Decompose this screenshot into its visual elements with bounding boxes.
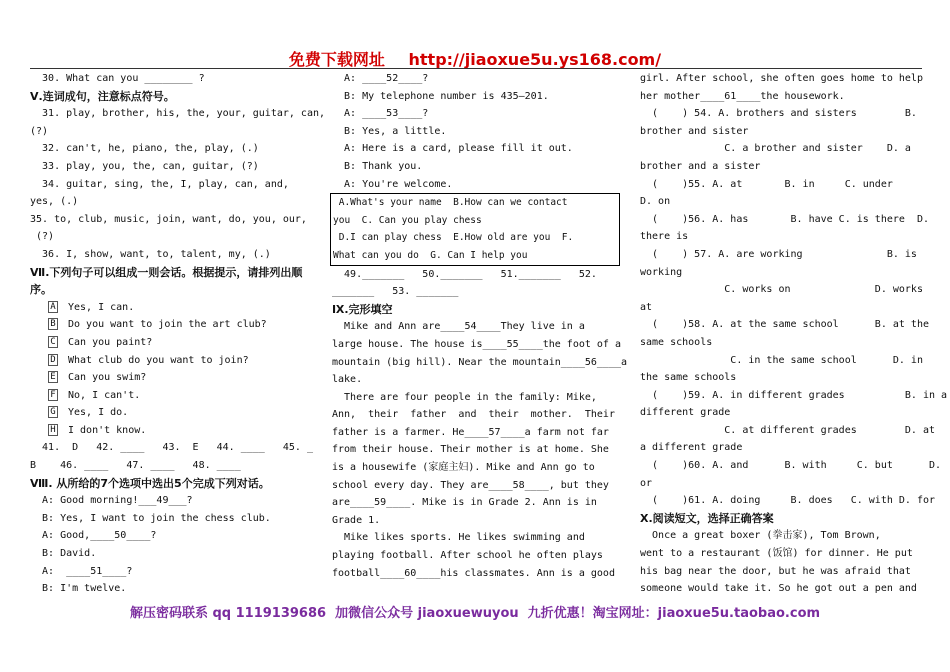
text-line: ( )56. A. has B. have C. is there D. [640,213,929,225]
text-line: ( )55. A. at B. in C. under [640,178,893,190]
section-heading: Ⅶ.下列句子可以组成一则会话。根据提示，请排列出顺 [30,265,303,279]
header-label: 免费下载网址 [288,50,385,69]
text-line: ( ) 57. A. are working B. is [640,248,917,260]
text-line: ( )59. A. in different grades B. in a [640,389,948,401]
text-line: father is a farmer. He____57____a farm not far [332,426,609,438]
section-heading: Ⅹ.阅读短文，选择正确答案 [640,511,774,525]
text-line: ( )60. A. and B. with C. but D. [640,460,942,472]
text-line: school every day. They are____58____, but they [332,479,609,491]
text-line: Mike likes sports. He likes swimming and [332,532,585,544]
text-line: or [640,477,653,489]
text-line: working [640,266,683,278]
option-letter: D [48,354,58,366]
dialogue-option [30,369,310,387]
text-line: A: ____53____? [332,108,429,120]
text-line: A: Here is a card, please fill it out. [332,143,573,155]
text-line: C. a brother and sister D. a [640,143,911,155]
page-footer: 解压密码联系 qq 1119139686 加微信公众号 jiaoxuewuyou 九折优惠！淘宝网址：jiaoxue5u.taobao.com [129,606,821,621]
text-line: at [640,301,653,313]
text-line: the same schools [640,372,737,384]
header-rule [30,68,922,69]
dialogue-option [30,422,310,440]
dialogue-option [30,352,310,370]
text-line: brother and sister [640,125,749,137]
text-line: 33. play, you, the, can, guitar, (?) [30,160,259,172]
option-letter: A [48,301,58,313]
page-header [0,47,950,70]
text-line: (?) [30,125,49,137]
option-text: Yes, I can. [68,301,135,313]
option-text: Yes, I do. [68,407,129,419]
box-line: you C. Can you play chess [333,214,482,226]
text-line: lake. [332,374,363,386]
text-line: Mike and Ann are____54____They live in a [332,321,585,333]
option-text: No, I can't. [68,389,141,401]
box-line: D.I can play chess E.How old are you F. [333,232,574,244]
text-line: B: Yes, I want to join the chess club. [30,512,271,524]
options-box [330,193,620,265]
text-line: (?) [30,231,55,243]
text-line: 41. D 42. ____ 43. E 44. ____ 45. _ [30,442,313,454]
text-line: there is [640,231,689,243]
option-letter: B [48,318,58,330]
text-line: A: ____52____? [332,73,429,84]
section-heading: Ⅸ.完形填空 [332,302,393,316]
text-line: There are four people in the family: Mike, [332,391,597,403]
section-heading: Ⅷ. 从所给的7个选项中选出5个完成下列对话。 [30,476,270,490]
text-line: _______ 53. _______ [332,286,459,298]
text-line: girl. After school, she often goes home to help [640,73,923,84]
option-letter: C [48,336,58,348]
box-line: A.What's your name B.How can we contact [333,197,568,209]
text-line: playing football. After school he often plays [332,550,603,562]
text-line: same schools [640,336,713,348]
text-line: A: Good morning!___49___? [30,495,193,507]
text-line: 31. play, brother, his, the, your, guitar, can, [30,108,326,120]
column-3 [640,70,948,598]
dialogue-option [30,334,310,352]
text-line: went to a restaurant (饭馆) for dinner. He put [640,548,913,560]
text-line: from their house. Their mother is at home. She [332,444,609,456]
text-line: C. works on D. works [640,284,923,296]
header-url[interactable]: http://jiaoxue5u.ys168.com/ [408,50,662,69]
text-line: brother and a sister [640,160,761,172]
text-line: ( )61. A. doing B. does C. with D. for [640,495,936,507]
text-line: Grade 1. [332,514,381,526]
text-line: 35. to, club, music, join, want, do, you, our, [30,213,307,225]
text-line: her mother____61____the housework. [640,90,845,102]
text-line: B: Yes, a little. [332,125,447,137]
dialogue-option [30,387,310,405]
text-line: D. on [640,196,671,208]
dialogue-option [30,299,310,317]
text-line: 49._______ 50._______ 51._______ 52. [332,268,597,280]
text-line: football____60____his classmates. Ann is a good [332,567,615,579]
text-line: B: I'm twelve. [30,583,127,595]
text-line: C. in the same school D. in [640,354,923,366]
text-line: someone would take it. So he got out a pen and [640,583,917,595]
text-line: A: You're welcome. [332,178,453,190]
text-line: 32. can't, he, piano, the, play, (.) [30,143,259,155]
option-letter: H [48,424,58,436]
option-text: Do you want to join the art club? [68,319,267,331]
text-line: his bag near the door, but he was afraid that [640,565,911,577]
text-line: A: ____51____? [30,565,133,577]
option-text: What club do you want to join? [68,354,249,366]
text-line: A: Good,____50____? [30,530,157,542]
option-text: Can you paint? [68,336,153,348]
option-letter: E [48,371,58,383]
text-line: are____59____. Mike is in Grade 2. Ann is in [332,497,597,509]
text-line: yes, (.) [30,196,79,208]
option-text: Can you swim? [68,372,147,384]
text-line: B: Thank you. [332,160,423,172]
text-line: B 46. ____ 47. ____ 48. ____ [30,460,241,472]
option-text: I don't know. [68,424,147,436]
text-line: ( )58. A. at the same school B. at the [640,319,929,331]
text-line: different grade [640,407,731,419]
text-line: B: My telephone number is 435—201. [332,90,549,102]
text-line: is a housewife (家庭主妇). Mike and Ann go to [332,462,595,474]
section-heading: Ⅴ.连词成句，注意标点符号。 [30,89,175,103]
text-line: C. at different grades D. at [640,424,936,436]
dialogue-option [30,404,310,422]
text-line: Once a great boxer (拳击家), Tom Brown, [640,530,881,542]
box-line: What can you do G. Can I help you [333,249,528,261]
text-line: a different grade [640,442,743,454]
text-line: mountain (big hill). Near the mountain____56____a [332,356,628,368]
text-line: Ann, their father and their mother. Their [332,409,615,421]
section-heading: 序。 [30,283,52,297]
text-line: ( ) 54. A. brothers and sisters B. [640,108,917,120]
text-line: B: David. [30,548,97,560]
column-1 [30,70,326,598]
text-line: 30. What can you ________ ? [30,73,205,84]
option-letter: F [48,389,58,401]
text-line: 34. guitar, sing, the, I, play, can, and, [30,178,289,190]
text-line: 36. I, show, want, to, talent, my, (.) [30,248,271,260]
column-2 [332,70,628,582]
text-line: large house. The house is____55____the foot of a [332,338,621,350]
dialogue-option [30,316,310,334]
option-letter: G [48,406,58,418]
